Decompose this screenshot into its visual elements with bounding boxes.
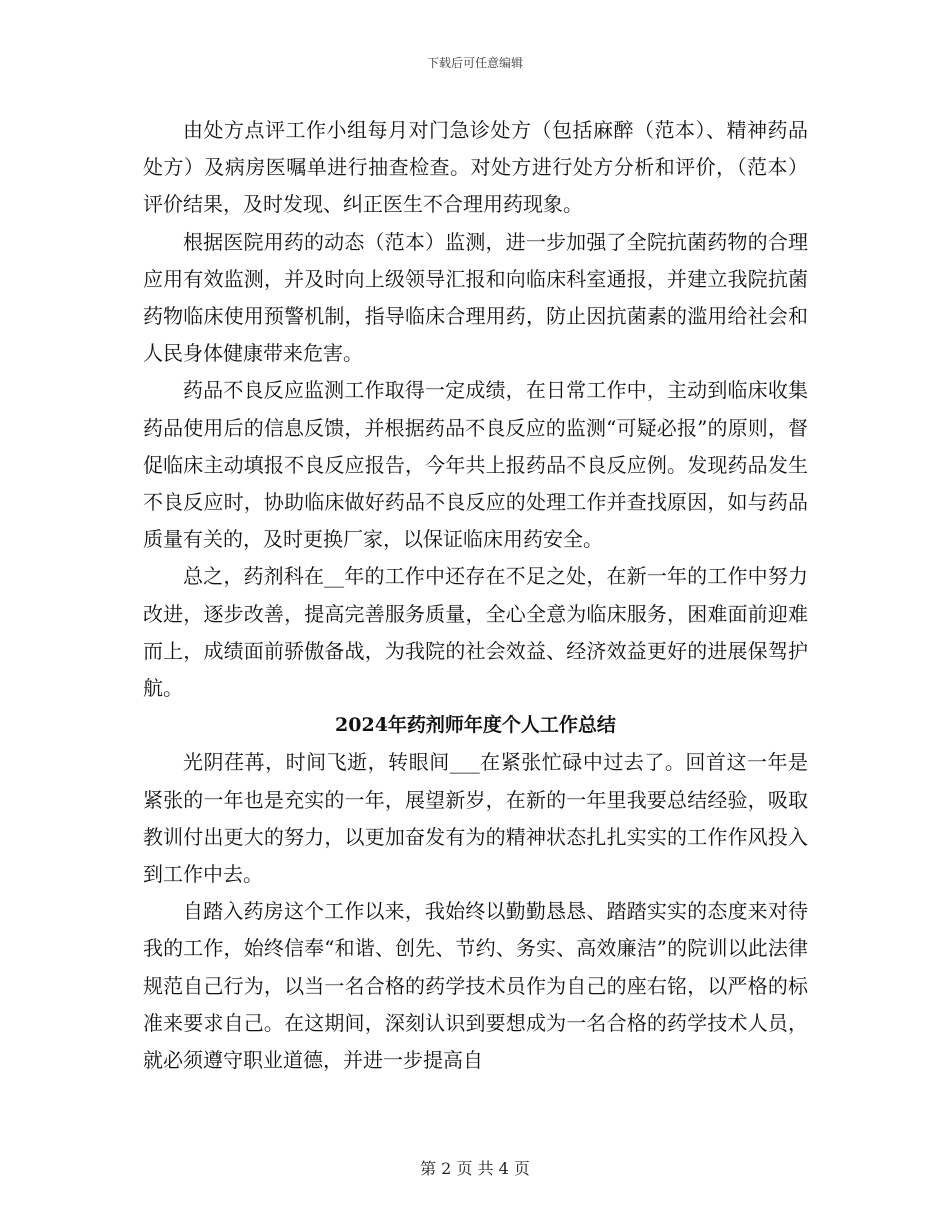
paragraph-adverse-reaction: 药品不良反应监测工作取得一定成绩，在日常工作中，主动到临床收集药品使用后的信息反馈，并根据药品不良反应的监测“可疑必报”的原则，督促临床主动填报不良反应报告，今年共上报药品不良反应例。发现药品发生不良反应时，协助临床做好药品不良反应的处理工作并查找原因，如与药品质量有关的，及时更换厂家，以保证临床用药安全。 bbox=[143, 378, 808, 552]
page-header-note: 下载后可任意编辑 bbox=[426, 56, 523, 70]
paragraph-conclusion: 总之，药剂科在__年的工作中还存在不足之处，在新一年的工作中努力改进，逐步改善，提高完善服务质量，全心全意为临床服务，困难面前迎难而上，成绩面前骄傲备战，为我院的社会效益、经济效益更好的进展保驾护航。 bbox=[143, 564, 808, 701]
document-body bbox=[143, 112, 808, 1079]
paragraph-work-attitude: 自踏入药房这个工作以来，我始终以勤勤恳恳、踏踏实实的态度来对待我的工作，始终信奉“和谐、创先、节约、务实、高效廉洁”的院训以此法律规范自己行为，以当一名合格的药学技术员作为自己的座右铭，以严格的标准来要求自己。在这期间，深刻认识到要想成为一名合格的药学技术人员，就必须遵守职业道德，并进一步提高自 bbox=[143, 899, 808, 1073]
section-title: 2024年药剂师年度个人工作总结 bbox=[335, 714, 616, 737]
paragraph-prescription-review: 由处方点评工作小组每月对门急诊处方（包括麻醉（范本）、精神药品处方）及病房医嘱单进行抽查检查。对处方进行处方分析和评价，（范本）评价结果，及时发现、纠正医生不合理用药现象。 bbox=[143, 118, 808, 217]
paragraph-intro: 光阴荏苒，时间飞逝，转眼间___在紧张忙碌中过去了。回首这一年是紧张的一年也是充实的一年，展望新岁，在新的一年里我要总结经验，吸取教训付出更大的努力，以更加奋发有为的精神状态扎扎实实的工作作风投入到工作中去。 bbox=[143, 750, 808, 887]
paragraph-antibiotic-monitoring: 根据医院用药的动态（范本）监测，进一步加强了全院抗菌药物的合理应用有效监测，并及时向上级领导汇报和向临床科室通报，并建立我院抗菌药物临床使用预警机制，指导临床合理用药，防止因抗菌素的滥用给社会和人民身体健康带来危害。 bbox=[143, 229, 808, 366]
page-number: 第 2 页 共 4 页 bbox=[420, 1159, 530, 1178]
